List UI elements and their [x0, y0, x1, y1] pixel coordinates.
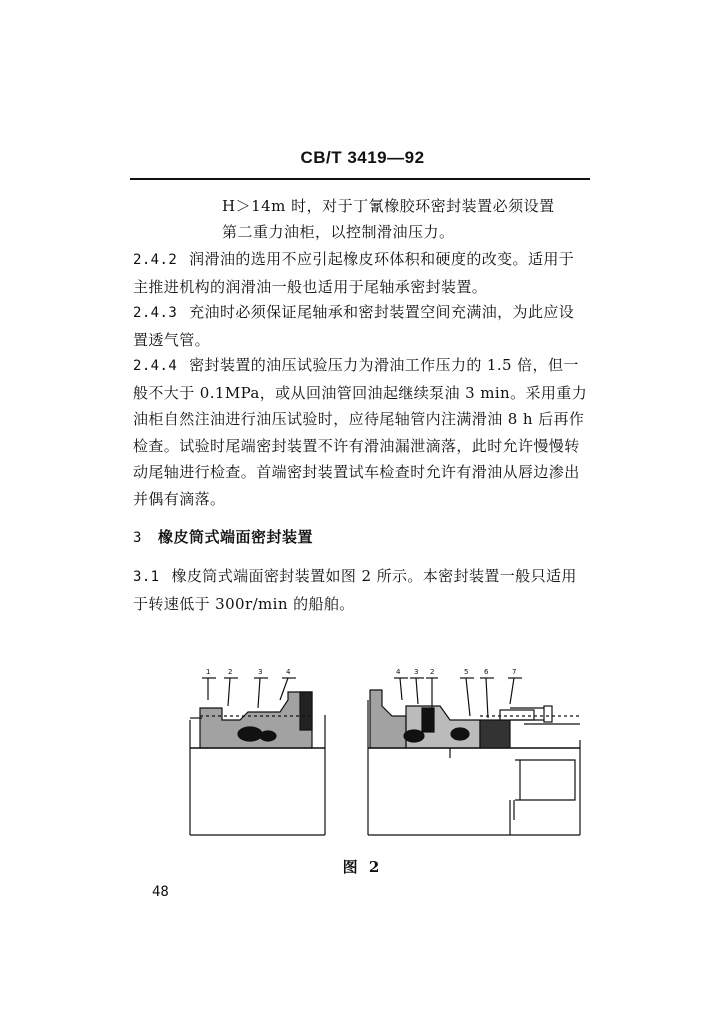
- right-label-6: 6: [484, 668, 489, 676]
- clause-text: 橡皮筒式端面密封装置如图 2 所示。本密封装置一般只适用于转速低于 300r/min 的船舶。: [133, 567, 577, 613]
- left-label-4: 4: [286, 668, 291, 676]
- left-seal-drawing: [190, 678, 325, 835]
- left-label-2: 2: [228, 668, 233, 676]
- right-label-5: 5: [464, 668, 469, 676]
- figure-caption: 图 2: [342, 858, 383, 876]
- left-label-3: 3: [258, 668, 263, 676]
- left-label-1: 1: [206, 668, 211, 676]
- section-number: 3: [133, 530, 142, 546]
- clause-text: 润滑油的选用不应引起橡皮环体积和硬度的改变。适用于主推进机构的润滑油一般也适用于尾轴承密封装置。: [133, 250, 575, 296]
- clause-number: 2.4.2: [133, 252, 178, 268]
- header-divider: [130, 178, 590, 180]
- right-seal-drawing: [368, 678, 580, 835]
- right-label-4: 4: [396, 668, 401, 676]
- intro-line-2: 第二重力油柜，以控制滑油压力。: [222, 223, 455, 241]
- clause-number: 3.1: [133, 569, 160, 585]
- standard-code-header: CB/T 3419—92: [300, 148, 425, 167]
- section-title: 橡皮筒式端面密封装置: [157, 528, 313, 546]
- clause-text: 充油时必须保证尾轴承和密封装置空间充满油，为此应设置透气管。: [133, 303, 575, 349]
- clause-2-4-2: [133, 246, 588, 300]
- clause-2-4-4: [133, 352, 588, 512]
- right-label-3: 3: [414, 668, 419, 676]
- clause-2-4-3: [133, 299, 588, 353]
- section-3-heading: [133, 526, 313, 547]
- page-number: 48: [152, 884, 169, 900]
- right-label-2: 2: [430, 668, 435, 676]
- clause-number: 2.4.3: [133, 305, 178, 321]
- clause-3-1: [133, 563, 588, 617]
- clause-number: 2.4.4: [133, 358, 178, 374]
- seal-assembly-figure: [180, 660, 600, 840]
- right-label-7: 7: [512, 668, 517, 676]
- clause-text: 密封装置的油压试验压力为滑油工作压力的 1.5 倍，但一般不大于 0.1MPa，或从回油管回油起继续泵油 3 min。采用重力油柜自然注油进行油压试验时，应待尾轴管内注满滑油 8 h 后再作检查。试验时尾端密封装置不许有滑油漏泄滴落，此时允许慢慢转动尾轴进行检查。首端密封装置试车检查时允许有滑油从唇边渗出并偶有滴落。: [133, 356, 588, 508]
- intro-line-1: H＞14m 时，对于丁氰橡胶环密封装置必须设置: [222, 197, 555, 215]
